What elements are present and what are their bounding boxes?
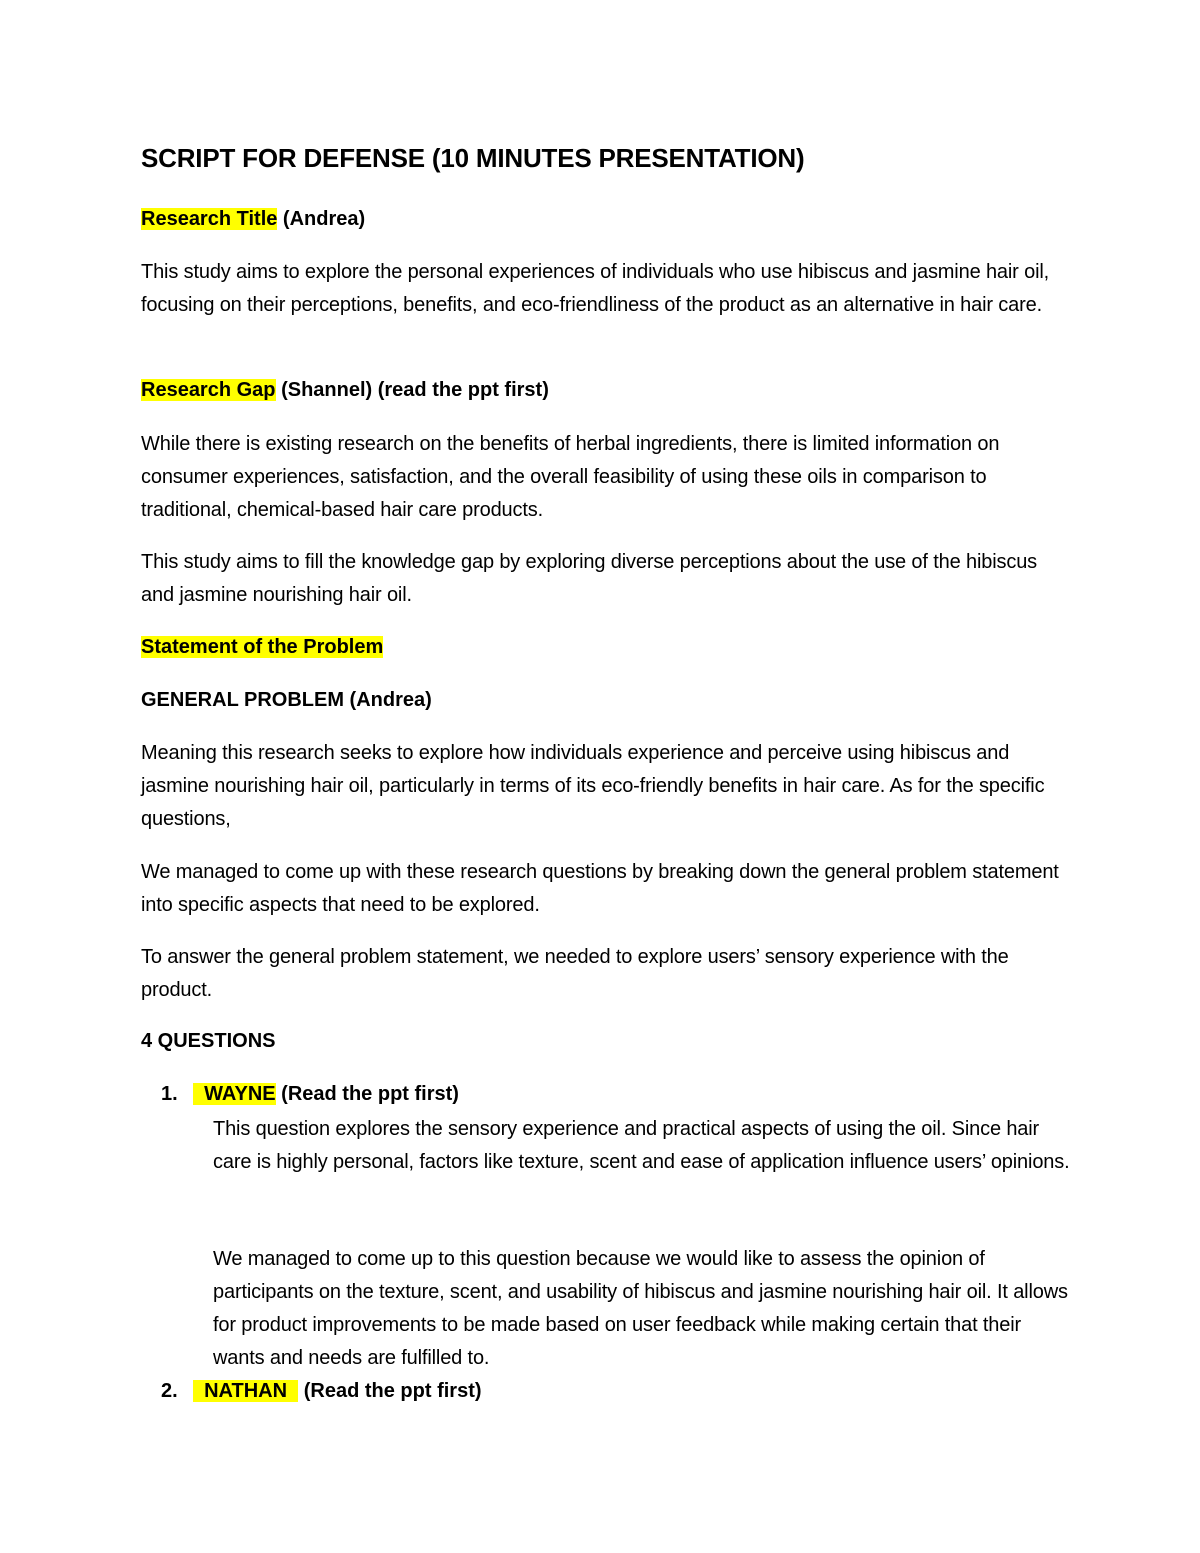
research-title-body: This study aims to explore the personal experiences of individuals who use hibiscus and jasmine hair oil, focusing on their perceptions, benefits, and eco-friendliness of the product as an alternative in hair care. <box>141 261 1050 316</box>
question-note: (Read the ppt first) <box>298 1380 482 1402</box>
document-title: SCRIPT FOR DEFENSE (10 MINUTES PRESENTATION) <box>141 143 805 173</box>
research-title-note: (Andrea) <box>277 208 366 230</box>
statement-label: Statement of the Problem <box>141 636 384 658</box>
question-presenter: NATHAN <box>193 1380 299 1402</box>
question-note: (Read the ppt first) <box>275 1083 459 1105</box>
question-1-body-1: This question explores the sensory experience and practical aspects of using the oil. Since hair care is highly personal, factors like texture, scent and ease of application influence users’ opinions. <box>213 1118 1070 1173</box>
question-number: 2. <box>161 1380 178 1402</box>
statement-heading <box>141 633 383 661</box>
research-title-label: Research Title <box>141 208 278 230</box>
question-item-1 <box>161 1080 459 1108</box>
general-problem-heading: GENERAL PROBLEM (Andrea) <box>141 689 432 711</box>
question-item-2 <box>161 1377 482 1405</box>
general-problem-body-1: Meaning this research seeks to explore how individuals experience and perceive using hibiscus and jasmine nourishing hair oil, particularly in terms of its eco-friendly benefits in hair care. As for the specific questions, <box>141 742 1045 830</box>
research-gap-body-2: This study aims to fill the knowledge gap by exploring diverse perceptions about the use of the hibiscus and jasmine nourishing hair oil. <box>141 551 1038 606</box>
research-title-heading <box>141 205 365 233</box>
research-gap-note: (Shannel) (read the ppt first) <box>275 379 549 401</box>
question-1-body-2: We managed to come up to this question because we would like to assess the opinion of participants on the texture, scent, and usability of hibiscus and jasmine nourishing hair oil. It allows for product improvements to be made based on user feedback while making certain that their wants and needs are fulfilled to. <box>213 1248 1068 1369</box>
research-gap-heading <box>141 376 549 404</box>
questions-heading: 4 QUESTIONS <box>141 1030 276 1052</box>
research-gap-body-1: While there is existing research on the benefits of herbal ingredients, there is limited information on consumer experiences, satisfaction, and the overall feasibility of using these oils in comparison to traditional, chemical-based hair care products. <box>141 433 1000 521</box>
general-problem-body-3: To answer the general problem statement, we needed to explore users’ sensory experience with the product. <box>141 946 1009 1001</box>
general-problem-body-2: We managed to come up with these research questions by breaking down the general problem statement into specific aspects that need to be explored. <box>141 861 1059 916</box>
question-number: 1. <box>161 1083 178 1105</box>
research-gap-label: Research Gap <box>141 379 276 401</box>
question-presenter: WAYNE <box>193 1083 276 1105</box>
